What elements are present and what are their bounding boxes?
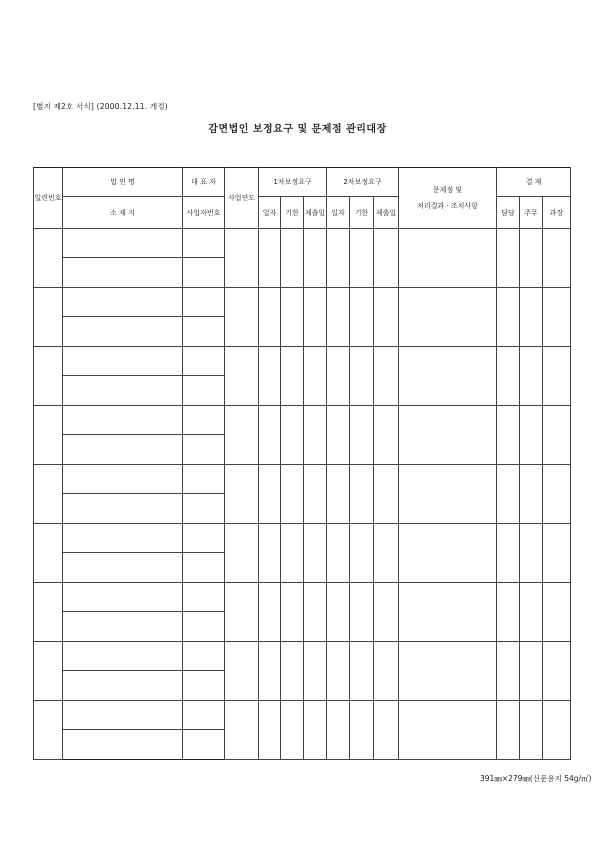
table-row xyxy=(34,524,571,553)
cell-business-year[interactable] xyxy=(225,524,259,583)
cell-approval-staff[interactable] xyxy=(497,583,520,642)
cell-problems[interactable] xyxy=(399,406,497,465)
cell-approval-officer[interactable] xyxy=(520,288,543,347)
cell-second-date[interactable] xyxy=(327,229,350,288)
cell-second-deadline[interactable] xyxy=(350,465,374,524)
cell-second-deadline[interactable] xyxy=(350,347,374,406)
cell-approval-manager[interactable] xyxy=(543,583,571,642)
cell-problems[interactable] xyxy=(399,288,497,347)
cell-first-deadline[interactable] xyxy=(281,229,304,288)
cell-first-submit-date[interactable] xyxy=(304,347,327,406)
cell-location[interactable] xyxy=(63,553,183,583)
table-row xyxy=(34,642,571,671)
cell-approval-officer[interactable] xyxy=(520,642,543,701)
cell-first-deadline[interactable] xyxy=(281,347,304,406)
cell-business-reg-no[interactable] xyxy=(183,376,225,406)
cell-business-year[interactable] xyxy=(225,642,259,701)
cell-serial-no[interactable] xyxy=(34,583,63,642)
cell-second-submit-date[interactable] xyxy=(374,701,399,760)
header-approval-staff: 담당 xyxy=(497,197,520,229)
cell-approval-officer[interactable] xyxy=(520,701,543,760)
cell-first-submit-date[interactable] xyxy=(304,524,327,583)
cell-approval-manager[interactable] xyxy=(543,229,571,288)
cell-business-year[interactable] xyxy=(225,406,259,465)
header-second-request: 2차보정요구 xyxy=(327,168,399,197)
paper-spec: 391㎜×279㎜(신문용지 54g/㎡) xyxy=(480,774,592,783)
cell-approval-manager[interactable] xyxy=(543,701,571,760)
cell-approval-staff[interactable] xyxy=(497,229,520,288)
header-approval-manager: 과장 xyxy=(543,197,571,229)
cell-first-deadline[interactable] xyxy=(281,583,304,642)
cell-second-date[interactable] xyxy=(327,347,350,406)
cell-second-submit-date[interactable] xyxy=(374,347,399,406)
cell-problems[interactable] xyxy=(399,583,497,642)
table-row xyxy=(34,347,571,376)
cell-second-submit-date[interactable] xyxy=(374,583,399,642)
cell-approval-manager[interactable] xyxy=(543,642,571,701)
cell-approval-officer[interactable] xyxy=(520,406,543,465)
cell-corp-name[interactable] xyxy=(63,524,183,553)
table-row xyxy=(34,406,571,435)
cell-second-submit-date[interactable] xyxy=(374,642,399,701)
cell-representative[interactable] xyxy=(183,347,225,376)
header-serial-no: 일련번호 xyxy=(34,168,63,229)
cell-representative[interactable] xyxy=(183,406,225,435)
table-row xyxy=(34,288,571,317)
cell-serial-no[interactable] xyxy=(34,406,63,465)
cell-business-reg-no[interactable] xyxy=(183,730,225,760)
cell-approval-officer[interactable] xyxy=(520,347,543,406)
cell-corp-name[interactable] xyxy=(63,642,183,671)
table-row xyxy=(34,229,571,258)
cell-location[interactable] xyxy=(63,317,183,347)
header-approval-officer: 주무 xyxy=(520,197,543,229)
cell-approval-officer[interactable] xyxy=(520,524,543,583)
cell-problems[interactable] xyxy=(399,524,497,583)
cell-corp-name[interactable] xyxy=(63,701,183,730)
cell-location[interactable] xyxy=(63,612,183,642)
cell-first-deadline[interactable] xyxy=(281,642,304,701)
cell-first-date[interactable] xyxy=(259,465,281,524)
cell-first-date[interactable] xyxy=(259,406,281,465)
cell-second-submit-date[interactable] xyxy=(374,524,399,583)
header-first-deadline: 기한 xyxy=(281,197,304,229)
cell-location[interactable] xyxy=(63,671,183,701)
cell-business-reg-no[interactable] xyxy=(183,671,225,701)
header-second-submit-date: 제출일 xyxy=(374,197,399,229)
cell-business-reg-no[interactable] xyxy=(183,553,225,583)
header-first-date: 일자 xyxy=(259,197,281,229)
cell-business-year[interactable] xyxy=(225,229,259,288)
cell-second-submit-date[interactable] xyxy=(374,465,399,524)
header-corp-name: 법 인 명 xyxy=(63,168,183,197)
cell-representative[interactable] xyxy=(183,229,225,258)
header-problems-line1: 문제점 및 xyxy=(432,186,463,194)
cell-second-submit-date[interactable] xyxy=(374,406,399,465)
cell-first-deadline[interactable] xyxy=(281,524,304,583)
cell-first-deadline[interactable] xyxy=(281,701,304,760)
cell-second-date[interactable] xyxy=(327,465,350,524)
header-problems xyxy=(399,168,497,229)
cell-first-submit-date[interactable] xyxy=(304,406,327,465)
cell-business-year[interactable] xyxy=(225,347,259,406)
cell-serial-no[interactable] xyxy=(34,642,63,701)
header-row-1 xyxy=(34,168,571,197)
cell-problems[interactable] xyxy=(399,347,497,406)
cell-approval-manager[interactable] xyxy=(543,288,571,347)
cell-serial-no[interactable] xyxy=(34,701,63,760)
cell-first-submit-date[interactable] xyxy=(304,465,327,524)
cell-representative[interactable] xyxy=(183,524,225,553)
table-row xyxy=(34,465,571,494)
cell-first-date[interactable] xyxy=(259,701,281,760)
cell-second-date[interactable] xyxy=(327,642,350,701)
cell-representative[interactable] xyxy=(183,288,225,317)
header-approval: 결 재 xyxy=(497,168,571,197)
table-row xyxy=(34,583,571,612)
header-second-deadline: 기한 xyxy=(350,197,374,229)
cell-approval-staff[interactable] xyxy=(497,288,520,347)
table-row xyxy=(34,701,571,730)
cell-serial-no[interactable] xyxy=(34,465,63,524)
cell-corp-name[interactable] xyxy=(63,288,183,317)
cell-first-submit-date[interactable] xyxy=(304,701,327,760)
cell-first-date[interactable] xyxy=(259,524,281,583)
cell-business-year[interactable] xyxy=(225,465,259,524)
cell-first-submit-date[interactable] xyxy=(304,288,327,347)
header-representative: 대 표 자 xyxy=(183,168,225,197)
cell-second-deadline[interactable] xyxy=(350,642,374,701)
cell-representative[interactable] xyxy=(183,583,225,612)
cell-first-date[interactable] xyxy=(259,288,281,347)
cell-second-submit-date[interactable] xyxy=(374,288,399,347)
cell-location[interactable] xyxy=(63,435,183,465)
cell-first-date[interactable] xyxy=(259,583,281,642)
header-first-request: 1차보정요구 xyxy=(259,168,327,197)
header-second-date: 일자 xyxy=(327,197,350,229)
cell-approval-staff[interactable] xyxy=(497,701,520,760)
cell-second-deadline[interactable] xyxy=(350,406,374,465)
cell-approval-manager[interactable] xyxy=(543,406,571,465)
ledger-body xyxy=(34,229,571,760)
cell-first-date[interactable] xyxy=(259,229,281,288)
cell-second-date[interactable] xyxy=(327,524,350,583)
cell-serial-no[interactable] xyxy=(34,288,63,347)
header-business-year: 사업연도 xyxy=(225,168,259,229)
cell-approval-staff[interactable] xyxy=(497,347,520,406)
cell-second-date[interactable] xyxy=(327,583,350,642)
cell-business-reg-no[interactable] xyxy=(183,258,225,288)
cell-business-year[interactable] xyxy=(225,288,259,347)
cell-approval-officer[interactable] xyxy=(520,465,543,524)
cell-approval-officer[interactable] xyxy=(520,583,543,642)
form-reference: [별지 제2호 서식] (2000.12.11. 개정) xyxy=(33,102,168,111)
cell-problems[interactable] xyxy=(399,229,497,288)
cell-business-reg-no[interactable] xyxy=(183,317,225,347)
cell-representative[interactable] xyxy=(183,642,225,671)
cell-serial-no[interactable] xyxy=(34,347,63,406)
cell-second-date[interactable] xyxy=(327,288,350,347)
cell-serial-no[interactable] xyxy=(34,229,63,288)
cell-first-deadline[interactable] xyxy=(281,406,304,465)
header-problems-line2: 처리결과 · 조치사항 xyxy=(417,202,478,210)
cell-first-date[interactable] xyxy=(259,347,281,406)
cell-approval-staff[interactable] xyxy=(497,406,520,465)
cell-location[interactable] xyxy=(63,258,183,288)
header-business-reg-no: 사업자번호 xyxy=(183,197,225,229)
cell-approval-manager[interactable] xyxy=(543,465,571,524)
cell-second-deadline[interactable] xyxy=(350,288,374,347)
cell-second-date[interactable] xyxy=(327,701,350,760)
cell-second-deadline[interactable] xyxy=(350,701,374,760)
cell-business-reg-no[interactable] xyxy=(183,494,225,524)
cell-representative[interactable] xyxy=(183,701,225,730)
cell-problems[interactable] xyxy=(399,465,497,524)
cell-representative[interactable] xyxy=(183,465,225,494)
cell-location[interactable] xyxy=(63,376,183,406)
cell-second-deadline[interactable] xyxy=(350,583,374,642)
cell-approval-manager[interactable] xyxy=(543,524,571,583)
cell-second-submit-date[interactable] xyxy=(374,229,399,288)
document-title: 감면법인 보정요구 및 문제점 관리대장 xyxy=(208,124,387,135)
cell-business-reg-no[interactable] xyxy=(183,435,225,465)
cell-first-submit-date[interactable] xyxy=(304,642,327,701)
cell-first-date[interactable] xyxy=(259,642,281,701)
cell-business-year[interactable] xyxy=(225,583,259,642)
cell-approval-manager[interactable] xyxy=(543,347,571,406)
cell-second-date[interactable] xyxy=(327,406,350,465)
cell-approval-staff[interactable] xyxy=(497,465,520,524)
cell-second-deadline[interactable] xyxy=(350,524,374,583)
cell-first-submit-date[interactable] xyxy=(304,229,327,288)
cell-corp-name[interactable] xyxy=(63,465,183,494)
cell-location[interactable] xyxy=(63,494,183,524)
cell-first-submit-date[interactable] xyxy=(304,583,327,642)
cell-serial-no[interactable] xyxy=(34,524,63,583)
cell-approval-staff[interactable] xyxy=(497,524,520,583)
cell-problems[interactable] xyxy=(399,642,497,701)
cell-first-deadline[interactable] xyxy=(281,288,304,347)
header-location: 소 재 지 xyxy=(63,197,183,229)
cell-corp-name[interactable] xyxy=(63,406,183,435)
cell-location[interactable] xyxy=(63,730,183,760)
cell-corp-name[interactable] xyxy=(63,583,183,612)
cell-business-year[interactable] xyxy=(225,701,259,760)
cell-problems[interactable] xyxy=(399,701,497,760)
management-ledger-table xyxy=(33,167,571,760)
cell-business-reg-no[interactable] xyxy=(183,612,225,642)
cell-corp-name[interactable] xyxy=(63,229,183,258)
cell-first-deadline[interactable] xyxy=(281,465,304,524)
cell-second-deadline[interactable] xyxy=(350,229,374,288)
header-first-submit-date: 제출일 xyxy=(304,197,327,229)
cell-corp-name[interactable] xyxy=(63,347,183,376)
cell-approval-staff[interactable] xyxy=(497,642,520,701)
cell-approval-officer[interactable] xyxy=(520,229,543,288)
